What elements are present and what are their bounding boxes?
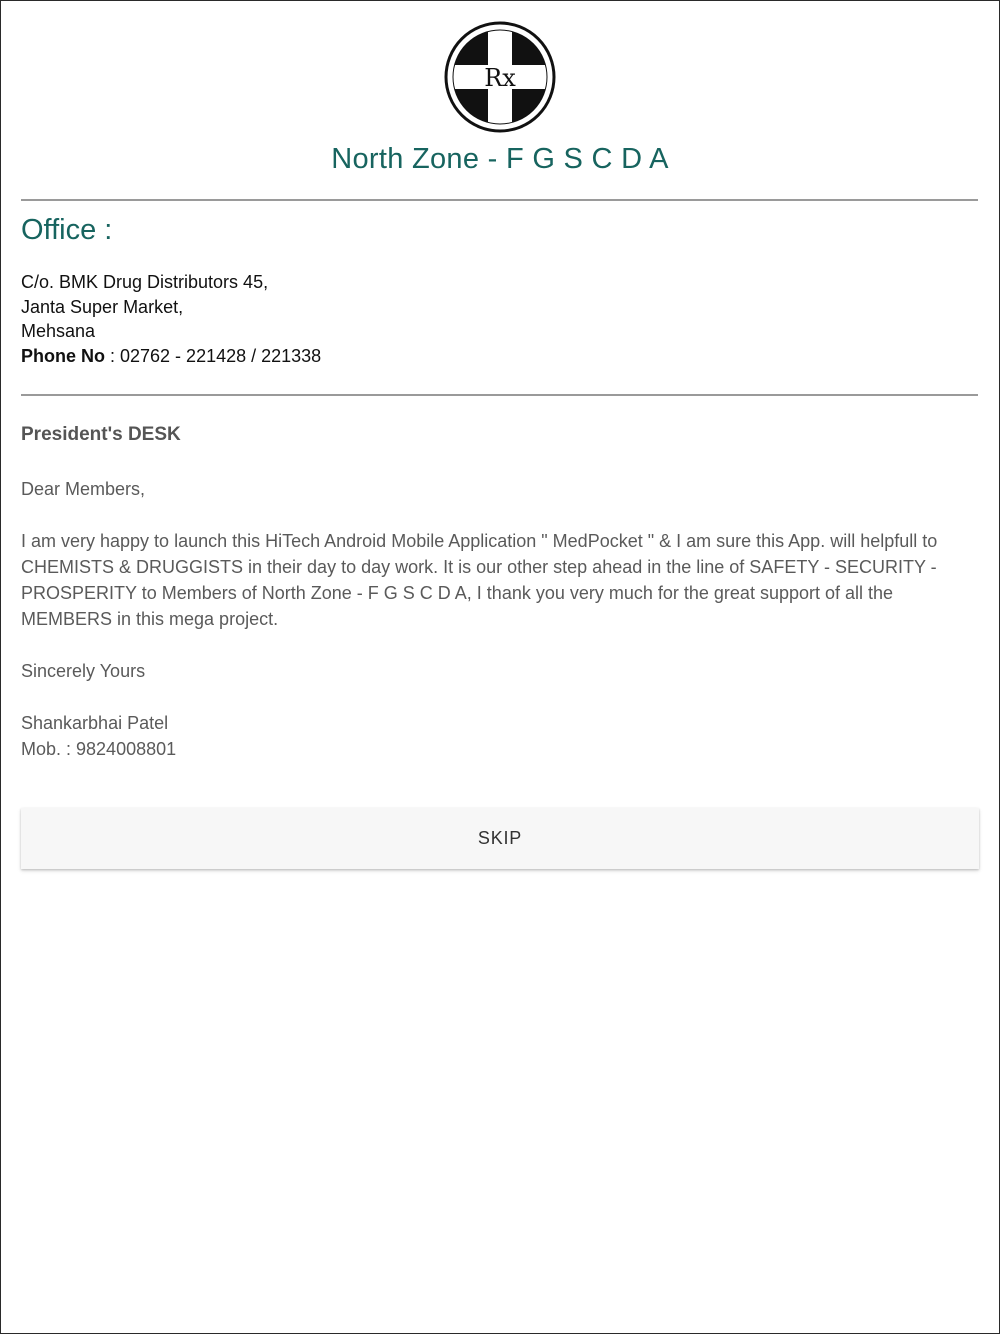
logo-rx-text: Rx [484,64,516,92]
org-title: North Zone - F G S C D A [331,143,669,175]
closing: Sincerely Yours [21,661,146,681]
header-divider [21,199,978,201]
phone-row [21,344,321,369]
phone-value: : 02762 - 221428 / 221338 [105,346,322,367]
skip-button[interactable]: SKIP [21,808,979,869]
president-desk-title: President's DESK [21,424,181,445]
president-message: I am very happy to launch this HiTech Android Mobile Application " MedPocket " & I am sure this App. will helpfull to CHEMISTS & DRUGGISTS in their day to day work. It is our other step ahead in the line of SAFETY - SECURITY - PROSPERITY to Members of North Zone - F G S C D A, I thank you very much for the great support of all the MEMBERS in this mega project. [21,531,938,629]
signature-mobile: Mob. : 9824008801 [21,739,177,759]
office-divider [21,394,978,396]
president-desk [21,424,979,762]
phone-label: Phone No [21,346,105,367]
greeting: Dear Members, [21,479,146,499]
address-line: Mehsana [21,321,96,342]
signature-name: Shankarbhai Patel [21,713,169,733]
office-heading: Office : [21,214,113,246]
address-line: C/o. BMK Drug Distributors 45, [21,272,269,292]
office-address [21,270,321,369]
address-line: Janta Super Market, [21,296,184,317]
rx-cross-logo-icon [444,21,556,133]
